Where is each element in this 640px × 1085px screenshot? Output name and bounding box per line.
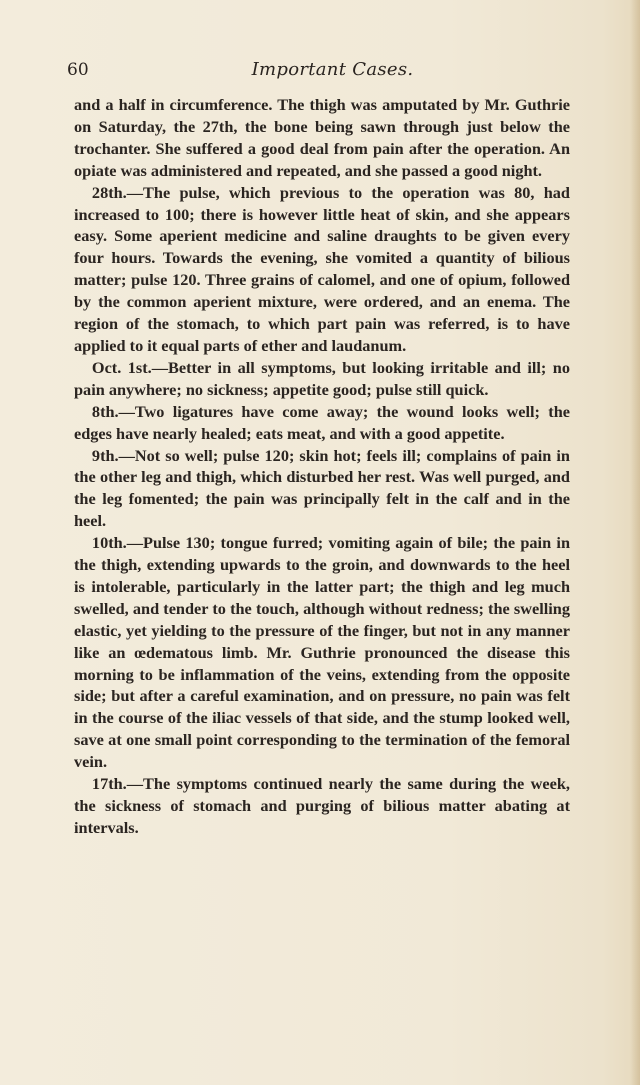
paragraph-17th: 17th.—The symptoms continued nearly the same during the week, the sickness of stomach and purging of bilious matter abating at intervals. [74,774,570,837]
page-number: 60 [67,60,89,80]
paragraph-8th: 8th.—Two ligatures have come away; the wound looks well; the edges have nearly healed; eats meat, and with a good appetite. [74,401,570,443]
paragraph-continuation: and a half in circumference. The thigh was amputated by Mr. Guthrie on Saturday, the 27th, the bone being sawn through just below the trochanter. She suffered a good deal from pain after the operation. An opiate was administered and repeated, and she passed a good night. [74,95,570,180]
page-header [60,58,605,86]
body-text [74,94,570,839]
page-edge-shadow [630,0,640,1085]
paragraph-9th: 9th.—Not so well; pulse 120; skin hot; feels ill; complains of pain in the other leg and thigh, which disturbed her rest. Was well purged, and the leg fomented; the pain was principally felt in the calf and in the heel. [74,445,570,531]
paragraph-10th: 10th.—Pulse 130; tongue furred; vomiting again of bile; the pain in the thigh, extending upwards to the groin, and downwards to the heel is intolerable, particularly in the latter part; the thigh and leg much swelled, and tender to the touch, although without redness; the swelling elastic, yet yielding to the pressure of the finger, but not in any manner like an œdematous limb. Mr. Guthrie pronounced the disease this morning to be inflammation of the veins, extending from the opposite side; but after a careful examination, and on pressure, no pain was felt in the course of the iliac vessels of that side, and the stump looked well, save at one small point corresponding to the termination of the femoral vein. [74,533,570,772]
paragraph-oct-1st: Oct. 1st.—Better in all symptoms, but looking irritable and ill; no pain anywhere; no sickness; appetite good; pulse still quick. [74,357,570,399]
running-title: Important Cases. [251,59,414,80]
paragraph-28th: 28th.—The pulse, which previous to the operation was 80, had increased to 100; there is however little heat of skin, and she appears easy. Some aperient medicine and saline draughts to be given every four hours. Towards the evening, she vomited a quantity of bilious matter; pulse 120. Three grains of calomel, and one of opium, followed by the common aperient mixture, were ordered, and an enema. The region of the stomach, to which part pain was referred, is to have applied to it equal parts of ether and laudanum. [74,182,570,355]
